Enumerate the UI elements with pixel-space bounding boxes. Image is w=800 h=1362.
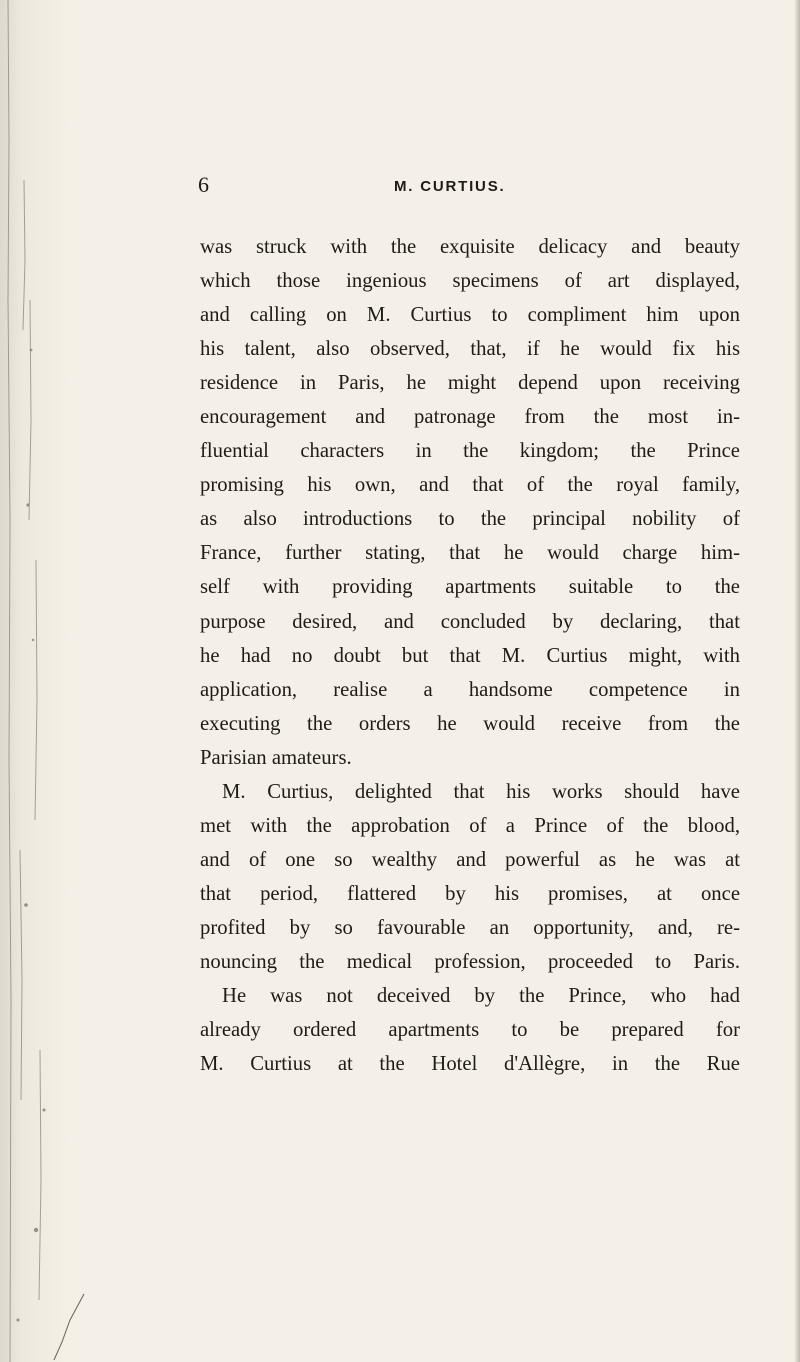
- text-line: self with providing apartments suitable to the: [200, 576, 740, 599]
- text-line: already ordered apartments to be prepared for: [200, 1019, 740, 1042]
- text-line: which those ingenious specimens of art displayed,: [200, 270, 740, 293]
- text-line: France, further stating, that he would charge him-: [200, 542, 740, 565]
- text-line: was struck with the exquisite delicacy and beauty: [200, 236, 740, 258]
- running-head: M. CURTIUS.: [394, 178, 506, 195]
- text-line: application, realise a handsome competence in: [200, 678, 740, 701]
- text-line: M. Curtius, delighted that his works should have: [222, 780, 740, 803]
- text-line: nouncing the medical profession, proceeded to Paris.: [200, 950, 740, 973]
- text-line: purpose desired, and concluded by declaring, that: [200, 610, 740, 633]
- text-line: promising his own, and that of the royal family,: [200, 474, 740, 497]
- text-line: profited by so favourable an opportunity, and, re-: [200, 916, 740, 939]
- body-text: [200, 230, 740, 1081]
- pencil-mark: [48, 1290, 88, 1362]
- text-line: that period, flattered by his promises, at once: [200, 882, 740, 905]
- text-line: his talent, also observed, that, if he would fix his: [200, 338, 740, 361]
- text-line: fluential characters in the kingdom; the Prince: [200, 440, 740, 463]
- page-right-edge: [794, 0, 800, 1362]
- text-line: and calling on M. Curtius to compliment him upon: [200, 304, 740, 327]
- page-number: 6: [198, 172, 210, 197]
- text-line: he had no doubt but that M. Curtius might, with: [200, 644, 740, 667]
- text-line: encouragement and patronage from the most in-: [200, 406, 740, 429]
- text-line: executing the orders he would receive from the: [200, 712, 740, 735]
- text-line: met with the approbation of a Prince of the blood,: [200, 814, 740, 837]
- text-line: Parisian amateurs.: [200, 746, 352, 769]
- page-header: [198, 172, 758, 202]
- text-line: as also introductions to the principal nobility of: [200, 508, 740, 531]
- text-line: He was not deceived by the Prince, who had: [222, 985, 740, 1008]
- text-line: and of one so wealthy and powerful as he was at: [200, 848, 740, 871]
- text-line: residence in Paris, he might depend upon receiving: [200, 372, 740, 395]
- binding-gutter-marks: [0, 0, 58, 1362]
- text-line: M. Curtius at the Hotel d'Allègre, in the Rue: [200, 1053, 740, 1076]
